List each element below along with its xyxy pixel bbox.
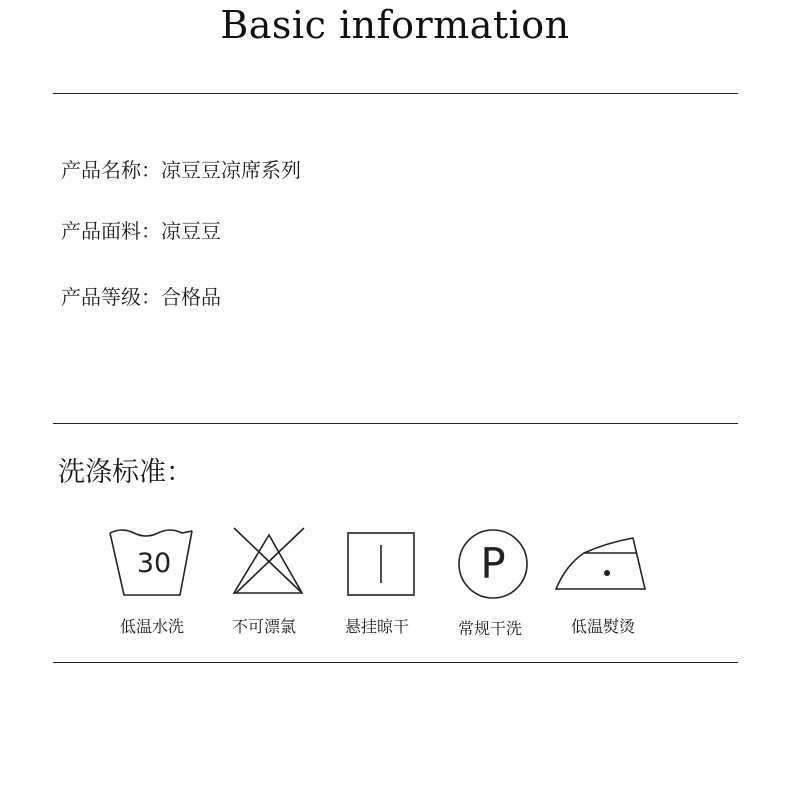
care-item-bleach [209, 525, 319, 637]
info-row-product-name [61, 157, 301, 183]
care-section-title: 洗涤标准： [58, 457, 193, 488]
dry-clean-p-icon [440, 525, 540, 605]
line-dry-icon [327, 525, 427, 605]
info-label: 产品等级： [61, 285, 161, 309]
no-bleach-icon [214, 525, 314, 605]
wash-30-icon [102, 525, 202, 605]
care-label-dryclean: 常规干洗 [457, 619, 522, 638]
page-title: Basic information [220, 3, 570, 47]
care-item-iron [548, 525, 658, 637]
care-item-dryclean [435, 525, 545, 639]
iron-low-icon [548, 525, 658, 605]
care-label-iron: 低温熨烫 [570, 617, 635, 636]
info-row-fabric [61, 218, 221, 244]
info-value: 凉豆豆 [161, 219, 221, 243]
info-value: 合格品 [161, 285, 221, 309]
care-item-dry [322, 525, 432, 637]
info-label: 产品名称： [61, 158, 161, 182]
wash-temperature: 30 [136, 548, 172, 579]
care-label-dry: 悬挂晾干 [344, 617, 409, 636]
info-value: 凉豆豆凉席系列 [161, 158, 301, 182]
care-label-bleach: 不可漂氯 [231, 617, 296, 636]
divider-middle [53, 423, 738, 424]
care-label-wash: 低温水洗 [119, 617, 184, 636]
divider-top [53, 93, 738, 94]
info-label: 产品面料： [61, 219, 161, 243]
divider-bottom [53, 662, 738, 663]
dry-clean-letter: P [480, 539, 506, 588]
care-item-wash [97, 525, 207, 637]
info-row-grade [61, 284, 221, 310]
